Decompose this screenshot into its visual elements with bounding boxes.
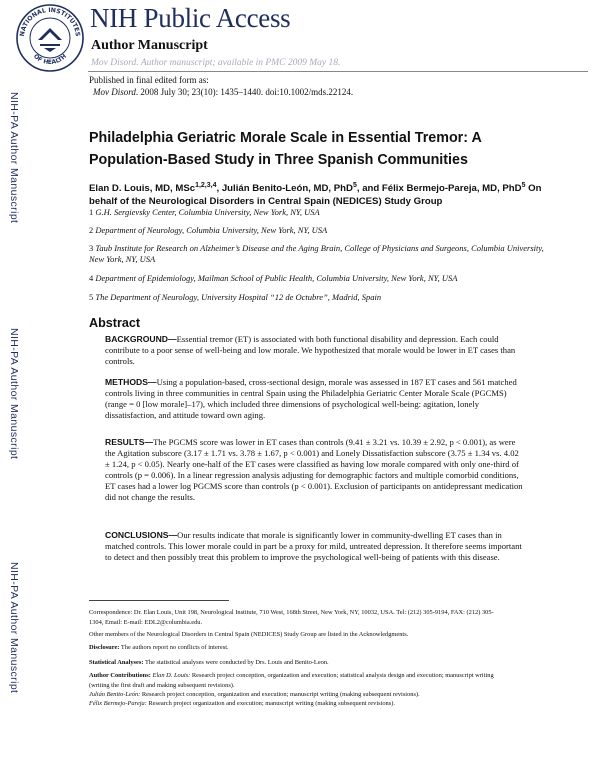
- author-affiliation-marks: 5: [352, 182, 357, 189]
- contributions-note: Author Contributions: Elan D. Louis: Research project conception, organization and execution; statistical analysis design and execution; manuscript writing (writing the first draft and making subsequent revisions).: [89, 672, 494, 689]
- manuscript-type: Author Manuscript: [91, 38, 208, 53]
- repository-title: NIH Public Access: [90, 3, 291, 33]
- article-title: Philadelphia Geriatric Morale Scale in Essential Tremor: A Population-Based Study in Three Spanish Communities: [89, 130, 482, 168]
- citation-details: . 2008 July 30; 23(10): 1435–1440. doi:10.1002/mds.22124.: [135, 87, 354, 97]
- side-watermark: NIH-PA Author Manuscript: [8, 562, 20, 694]
- author-name: , Julián Benito-León, MD, PhD: [216, 183, 353, 194]
- section-label: METHODS—: [105, 377, 157, 387]
- contribution-bermejo: Félix Bermejo-Pareja: Research project organization and execution; manuscript writing (making subsequent revisions).: [89, 700, 395, 707]
- section-text: Using a population-based, cross-sectional design, morale was assessed in 187 ET cases and 561 matched controls living in three communities in central Spain using the Philadelphia Geriatric Center Morale Scale (PGCMS)(range = 0 [low morale]–17), which included three dimensions of psychological well-being: agitation, lonely dissatisfaction, and attitude toward own aging.: [105, 377, 517, 420]
- seal-text-bottom: OF HEALTH: [32, 52, 68, 67]
- section-text: The PGCMS score was lower in ET cases than controls (9.41 ± 3.21 vs. 10.39 ± 2.92, p < 0.001), as were the Agitation subscore (3.17 ± 1.71 vs. 3.78 ± 1.67, p < 0.001) and Lonely Dissatisfaction subscore (3.75 ± 1.34 vs. 4.02 ± 1.24, p < 0.05). Nearly one-half of the ET cases were classified as having low morale compared with only one-third of controls (p = 0.006). In a linear regression analysis adjusting for demographic factors and multiple comorbid conditions, ET cases had a lower log PGCMS score than controls (p < 0.001). Exclusion of participants on antidepressant medication did not change the results.: [105, 437, 523, 502]
- statistics-note: Statistical Analyses: The statistical analyses were conducted by Drs. Louis and Benito-Leon.: [89, 659, 329, 666]
- availability-note: Mov Disord. Author manuscript; available in PMC 2009 May 18.: [91, 58, 341, 68]
- footnote-rule: [89, 600, 229, 601]
- affiliation: 1 G.H. Sergievsky Center, Columbia University, New York, NY, USA: [89, 207, 320, 217]
- section-label: BACKGROUND—: [105, 334, 177, 344]
- affiliation: 3 Taub Institute for Research on Alzheimer’s Disease and the Aging Brain, College of Physicians and Surgeons, Columbia University, New York, NY, USA: [89, 243, 544, 264]
- abstract-conclusions: [105, 530, 523, 563]
- citation: [93, 87, 353, 97]
- journal-name: Mov Disord: [93, 87, 136, 97]
- section-text: Essential tremor (ET) is associated with both functional disability and depression. Each could contribute to a poor sense of well-being and low morale. We hypothesized that morale would be lower in ET cases than controls.: [105, 334, 516, 366]
- author-name: , and Félix Bermejo-Pareja, MD, PhD: [356, 183, 522, 194]
- author-name: Elan D. Louis, MD, MSc: [89, 183, 196, 194]
- side-watermark: NIH-PA Author Manuscript: [8, 92, 20, 224]
- svg-text:OF HEALTH: [32, 53, 68, 66]
- svg-text:NATIONAL INSTITUTES: [19, 7, 81, 37]
- seal-text-top: NATIONAL INSTITUTES: [18, 6, 82, 37]
- section-text: Our results indicate that morale is significantly lower in community-dwelling ET cases than in matched controls. This lower morale could in part be a proxy for mild, untreated depression. It therefore seems important to detect and then possibly treat this problem to improve the psychological well-being of patients with this disease.: [105, 530, 522, 562]
- affiliation: 5 The Department of Neurology, University Hospital “12 de Octubre”, Madrid, Spain: [89, 292, 382, 302]
- affiliation: 2 Department of Neurology, Columbia University, New York, NY, USA: [89, 225, 328, 235]
- side-watermark: NIH-PA Author Manuscript: [8, 328, 20, 460]
- header-rule: [88, 71, 588, 72]
- section-label: RESULTS—: [105, 437, 154, 447]
- affiliation: 4 Department of Epidemiology, Mailman School of Public Health, Columbia University, New York, NY, USA: [89, 273, 458, 283]
- contribution-benito: Julián Benito-León: Research project conception, organization and execution; manuscript writing (making subsequent revisions).: [89, 691, 420, 698]
- abstract-background: [105, 334, 523, 367]
- section-label: CONCLUSIONS—: [105, 530, 178, 540]
- author-affiliation-marks: 5: [521, 182, 526, 189]
- correspondence-note: Correspondence: Dr. Elan Louis, Unit 198, Neurological Institute, 710 West, 168th Street, New York, NY, 10032, USA. Tel: (212) 305-9194, FAX: (212) 305-1304, Email: E-mail: EDL2@columbia.edu.: [89, 609, 494, 626]
- published-label: Published in final edited form as:: [89, 75, 209, 85]
- author-affiliation-marks: 1,2,3,4: [195, 182, 217, 189]
- abstract-results: [105, 437, 523, 503]
- abstract-methods: [105, 377, 523, 421]
- author-list: [89, 180, 559, 208]
- study-group: On behalf of the Neurological Disorders in Central Spain (NEDICES) Study Group: [89, 183, 542, 207]
- disclosure-note: Disclosure: The authors report no conflicts of interest.: [89, 644, 229, 651]
- members-note: Other members of the Neurological Disorders in Central Spain (NEDICES) Study Group are listed in the Acknowledgments.: [89, 631, 409, 638]
- nih-seal-icon: [14, 2, 86, 74]
- abstract-heading: Abstract: [89, 316, 141, 330]
